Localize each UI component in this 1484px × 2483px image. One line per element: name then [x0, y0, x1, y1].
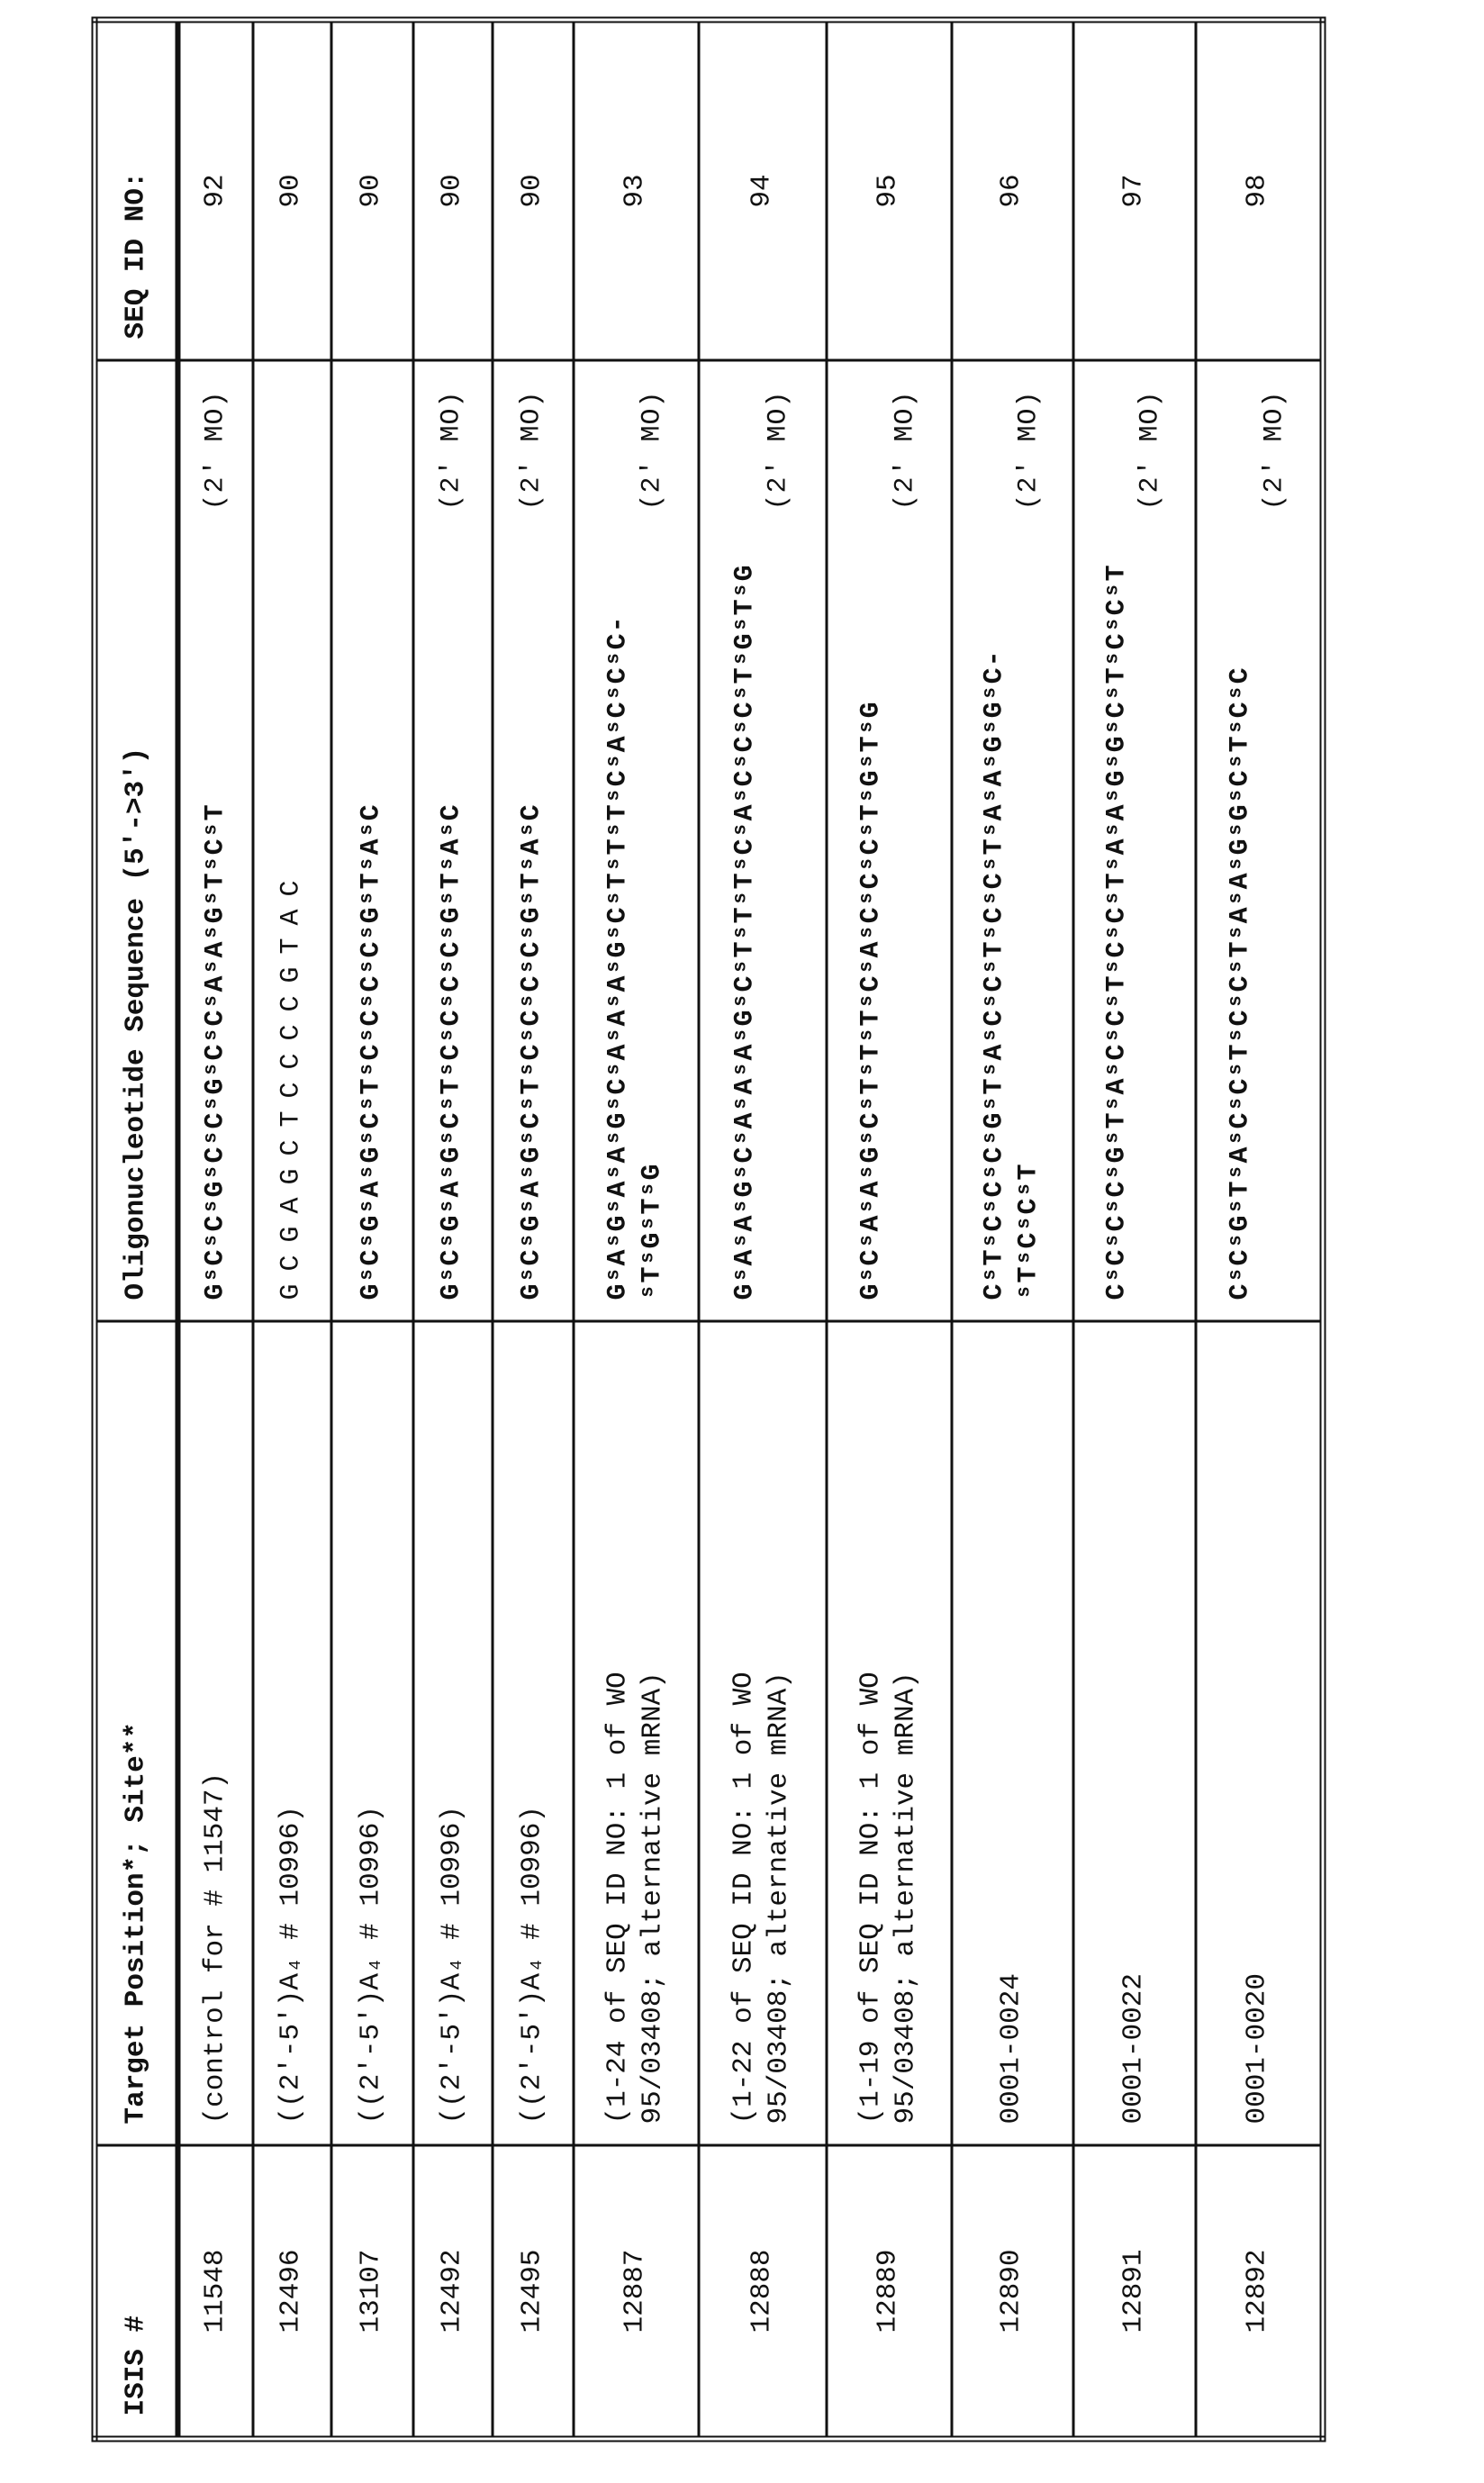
sequence-line: [355, 382, 389, 1300]
target-position: ((2'-5')A₄ # 10996): [331, 1321, 413, 2145]
isis-number: 12496: [253, 2145, 331, 2439]
header-sequence: Oligonucleotide Sequence (5'->3'): [95, 360, 178, 1321]
oligonucleotide-sequence: [253, 360, 331, 1321]
target-position: ((2'-5')A₄ # 10996): [493, 1321, 574, 2145]
rotated-table-container: [92, 23, 1317, 2442]
oligonucleotide-sequence: [331, 360, 413, 1321]
sequence-line: [855, 382, 890, 1300]
seq-id-number: 90: [413, 20, 493, 360]
header-target-position: Target Position*; Site**: [95, 1321, 178, 2145]
modification-label: (2' MO): [636, 382, 670, 511]
modification-label: (2' MO): [1012, 382, 1046, 511]
sequence-line: [436, 382, 470, 1300]
sequence-text: GCGAGCTCCCCGTAC: [275, 867, 309, 1300]
oligonucleotide-sequence: [1196, 360, 1323, 1321]
sequence-text: GˢCˢCˢGˢCˢCˢGˢCˢCˢAˢAˢGˢTˢCˢT: [199, 803, 233, 1300]
table-row: [699, 20, 827, 2439]
target-position: ((2'-5')A₄ # 10996): [413, 1321, 493, 2145]
isis-number: 12888: [699, 2145, 827, 2439]
sequence-line: [979, 382, 1013, 1300]
target-position: ((2'-5')A₄ # 10996): [253, 1321, 331, 2145]
table-row: [331, 20, 413, 2439]
isis-number: 12892: [1196, 2145, 1323, 2439]
table-row: [253, 20, 331, 2439]
sequence-text: GˢCˢGˢAˢGˢCˢTˢCˢCˢCˢCˢGˢTˢAˢC: [516, 803, 550, 1300]
seq-id-number: 92: [178, 20, 253, 360]
sequence-line: [763, 382, 797, 1300]
sequence-line: [1135, 382, 1169, 1300]
sequence-line: [889, 382, 923, 1300]
modification-label: (2' MO): [889, 382, 923, 511]
isis-number: 12492: [413, 2145, 493, 2439]
table-row: [413, 20, 493, 2439]
modification-label: (2' MO): [1258, 382, 1292, 511]
sequence-line: [1012, 382, 1046, 1300]
isis-number: 12495: [493, 2145, 574, 2439]
sequence-line: [1100, 382, 1135, 1300]
oligonucleotide-sequence: [413, 360, 493, 1321]
isis-number: 12891: [1073, 2145, 1196, 2439]
isis-number: 11548: [178, 2145, 253, 2439]
sequence-text: ˢTˢCˢCˢT: [1012, 1163, 1046, 1300]
sequence-line: [636, 382, 670, 1300]
sequence-text: GˢCˢAˢAˢGˢCˢTˢTˢTˢCˢAˢCˢCˢCˢTˢGˢTˢG: [855, 701, 890, 1300]
isis-number: 12887: [574, 2145, 699, 2439]
sequence-text: CˢCˢCˢCˢGˢTˢAˢCˢCˢTˢCˢCˢTˢAˢAˢGˢGˢCˢTˢCˢCˢT: [1100, 564, 1135, 1300]
sequence-line: [602, 382, 637, 1300]
oligonucleotide-sequence: [574, 360, 699, 1321]
isis-number: 12889: [827, 2145, 952, 2439]
modification-label: (2' MO): [1135, 382, 1169, 511]
header-isis: ISIS #: [95, 2145, 178, 2439]
sequence-text: GˢAˢAˢGˢCˢAˢAˢAˢGˢCˢTˢTˢTˢCˢAˢCˢCˢCˢTˢGˢTˢG: [728, 564, 763, 1300]
seq-id-number: 90: [493, 20, 574, 360]
target-position: (1-22 of SEQ ID NO: 1 of WO 95/03408; alternative mRNA): [699, 1321, 827, 2145]
table-row: [827, 20, 952, 2439]
table-row: [1196, 20, 1323, 2439]
modification-label: (2' MO): [516, 382, 550, 511]
seq-id-number: 96: [952, 20, 1073, 360]
sequence-text: GˢCˢGˢAˢGˢCˢTˢCˢCˢCˢCˢGˢTˢAˢC: [436, 803, 470, 1300]
sequence-line: [728, 382, 763, 1300]
modification-label: (2' MO): [199, 382, 233, 511]
sequence-text: GˢCˢGˢAˢGˢCˢTˢCˢCˢCˢCˢGˢTˢAˢC: [355, 803, 389, 1300]
target-position: 0001-0022: [1073, 1321, 1196, 2145]
isis-number: 13107: [331, 2145, 413, 2439]
target-position: (control for # 11547): [178, 1321, 253, 2145]
seq-id-number: 95: [827, 20, 952, 360]
target-position: 0001-0020: [1196, 1321, 1323, 2145]
oligonucleotide-sequence: [699, 360, 827, 1321]
oligonucleotide-sequence: [952, 360, 1073, 1321]
seq-id-number: 90: [253, 20, 331, 360]
table-row: [493, 20, 574, 2439]
oligonucleotide-sequence: [1073, 360, 1196, 1321]
oligonucleotide-sequence: [493, 360, 574, 1321]
header-seq-id: SEQ ID NO:: [95, 20, 178, 360]
oligonucleotide-sequence: [827, 360, 952, 1321]
table-row: [952, 20, 1073, 2439]
table-row: [178, 20, 253, 2439]
seq-id-number: 93: [574, 20, 699, 360]
sequence-line: [275, 382, 309, 1300]
table-row: [574, 20, 699, 2439]
seq-id-number: 98: [1196, 20, 1323, 360]
sequence-text: ˢTˢGˢTˢG: [636, 1163, 670, 1300]
sequence-line: [516, 382, 550, 1300]
isis-number: 12890: [952, 2145, 1073, 2439]
seq-id-number: 97: [1073, 20, 1196, 360]
sequence-text: GˢAˢGˢAˢAˢGˢCˢAˢAˢAˢGˢCˢTˢTˢTˢCˢAˢCˢCˢC-: [602, 615, 637, 1300]
oligonucleotide-sequence: [178, 360, 253, 1321]
target-position: (1-19 of SEQ ID NO: 1 of WO 95/03408; alternative mRNA): [827, 1321, 952, 2145]
modification-label: (2' MO): [436, 382, 470, 511]
sequence-text: CˢTˢCˢCˢCˢGˢTˢAˢCˢCˢTˢCˢCˢTˢAˢAˢGˢGˢC-: [979, 649, 1013, 1300]
sequence-line: [1225, 382, 1259, 1300]
sequence-text: CˢCˢGˢTˢAˢCˢCˢTˢCˢCˢTˢAˢAˢGˢGˢCˢTˢCˢC: [1225, 666, 1259, 1300]
sequence-line: [1258, 382, 1292, 1300]
seq-id-number: 90: [331, 20, 413, 360]
sequence-line: [199, 382, 233, 1300]
seq-id-number: 94: [699, 20, 827, 360]
oligonucleotide-table: [92, 17, 1326, 2442]
header-row: [95, 20, 178, 2439]
modification-label: (2' MO): [763, 382, 797, 511]
table-row: [1073, 20, 1196, 2439]
table-body: [178, 20, 1323, 2439]
target-position: (1-24 of SEQ ID NO: 1 of WO 95/03408; alternative mRNA): [574, 1321, 699, 2145]
target-position: 0001-0024: [952, 1321, 1073, 2145]
